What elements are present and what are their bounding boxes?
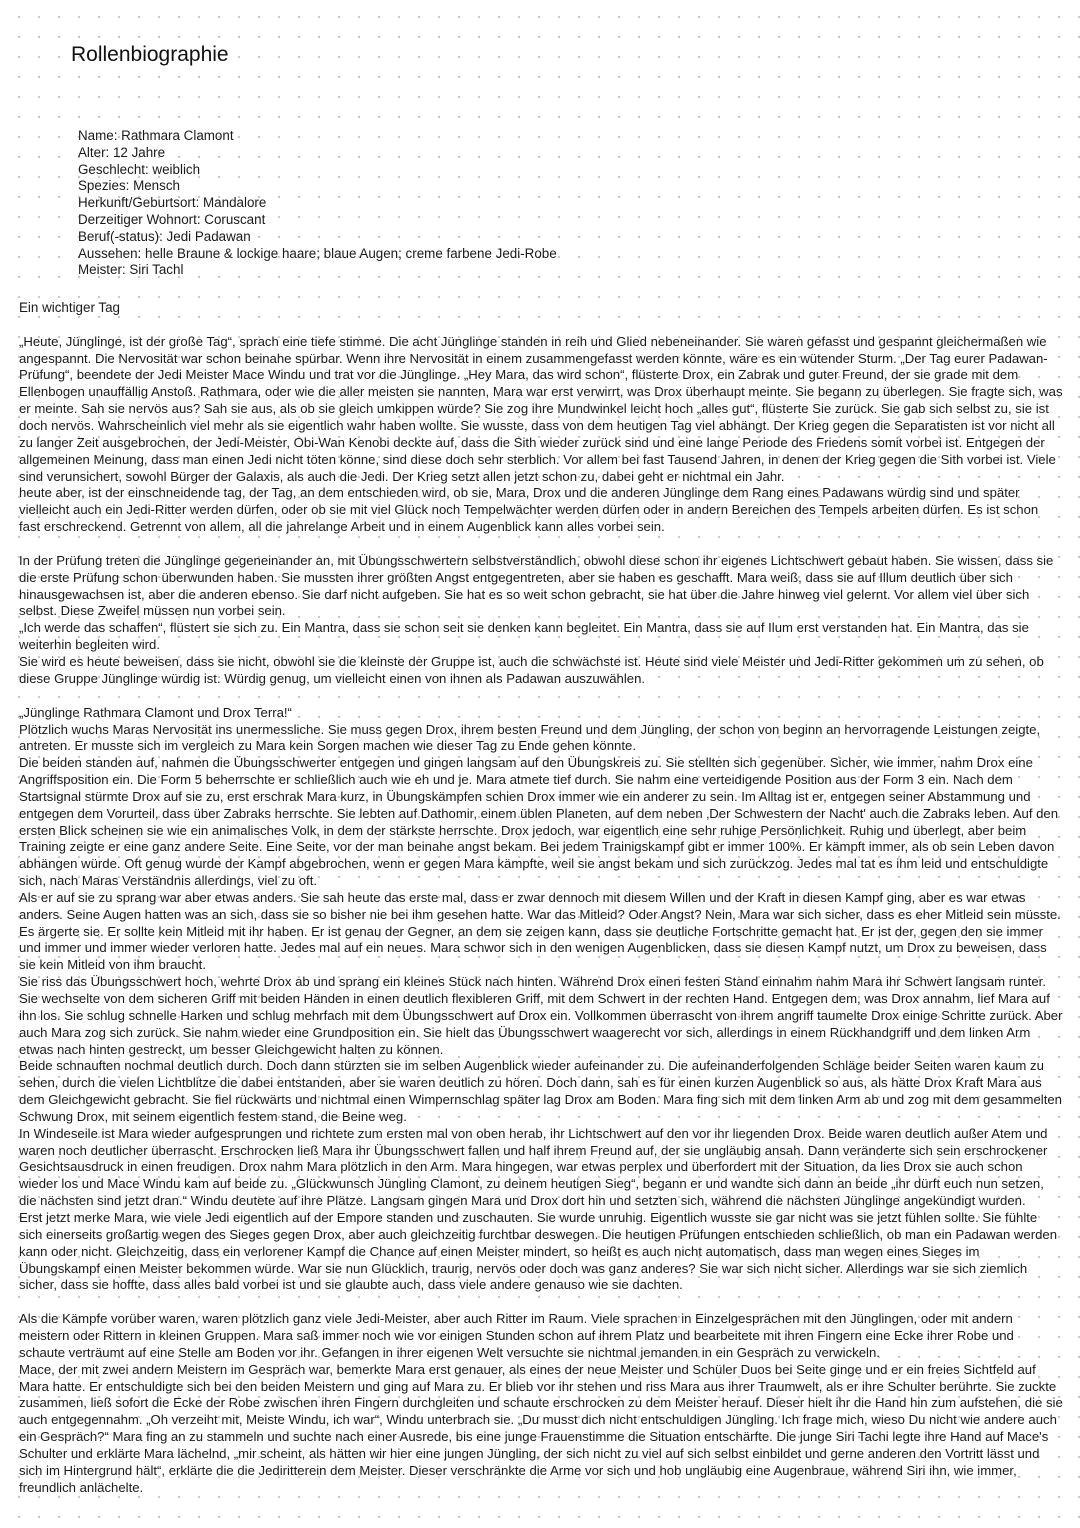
profile-master: Meister: Siri Tachl [78, 262, 184, 278]
story-section [19, 300, 1063, 1496]
story-paragraph: Sie wird es heute beweisen, dass sie nicht, obwohl sie die kleinste der Gruppe ist, auch die schwächste ist. Heute sind viele Meister und Jedi-Ritter gekommen um zu sehen, ob diese Gruppe Jünglinge würdig ist. Würdig genug, um vielleicht einen von ihnen als Padawan auszuwählen. [19, 653, 1044, 686]
story-paragraph: Plötzlich wuchs Maras Nervosität ins unermessliche. Sie muss gegen Drox, ihrem besten Freund und dem Jüngling, der schon von beginn an hervorragende Leistungen zeigte, antreten. Er musste sich im vergleich zu Mara kein Sorgen machen wie dieser Tag zu Ende gehen könnte. [19, 721, 1041, 754]
story-title: Ein wichtiger Tag [19, 300, 120, 315]
profile-block [78, 128, 557, 279]
profile-occupation: Beruf(-status): Jedi Padawan [78, 228, 251, 244]
paragraph-gap [19, 1294, 1063, 1311]
story-paragraph: Beide schnauften nochmal deutlich durch. Doch dann stürzten sie im selben Augenblick wieder aufeinander zu. Die aufeinanderfolgenden Schläge beider Seiten waren kaum zu sehen, durch die vielen Lichtblitze die dabei entstanden, aber sie waren deutlich zu hören. Doch dann, sah es für einen kurzen Augenblick so aus, als hätte Drox Kraft Mara aus dem Gleichgewicht gebracht. Sie fiel rückwärts und nichtmal einen Wimpernschlag später lag Drox am Boden. Mara fing sich mit dem linken Arm ab und zog mit dem gesammelten Schwung Drox, mit seinem eigentlich festem stand, die Beine weg. [19, 1058, 1062, 1124]
story-paragraph: „Heute, Jünglinge, ist der große Tag“, sprach eine tiefe stimme. Die acht Jünglinge standen in reih und Glied nebeneinander. Sie waren gefasst und gespannt gleichermaßen wie angespannt. Die Nervosität war schon beinahe spürbar. Wenn ihre Nervosität in einem zusammengefasst werden könnte, wäre es ein wütender Sturm. „Der Tag eurer Padawan-Prüfung“, beendete der Jedi Meister Mace Windu und trat vor die Jünglinge. „Hey Mara, das wird schon“, flüsterte Drox, ein Zabrak und guter Freund, der sie grade mit dem Ellenbogen unauffällig Anstoß. Rathmara, oder wie die aller meisten sie nannten, Mara war erst verwirrt, was Drox überhaupt meinte. Sie begann zu überlegen. Sie fragte sich, was er meinte. Sah sie nervös aus? Sah sie aus, als ob sie gleich umkippen würde? Sie zog ihre Mundwinkel leicht hoch „alles gut“, flüsterte Sie zurück. Sie gab sich selbst zu, sie ist doch nervös. Wahrscheinlich viel mehr als sie eigentlich wahr haben wollte. Sie wusste, dass von dem heutigen Tag viel abhängt. Der Krieg gegen die Separatisten ist vor nicht all zu langer Zeit ausgebrochen, der Jedi-Meister, Obi-Wan Kenobi deckte auf, dass die Sith wieder zurück sind und eine lange Periode des Friedens somit vorbei ist. Entgegen der allgemeinen Meinung, dass man einen Jedi nicht töten könne, sind diese doch sehr sterblich. Vor allem bei fast Tausend Jahren, in denen der Krieg gegen die Sith vorbei ist. Viele sind verunsichert, sowohl Bürger der Galaxis, als auch die Jedi. Der Krieg setzt allen jetzt schon zu, dabei geht er nichtmal ein Jahr. [19, 333, 1063, 484]
page-title: Rollenbiographie [71, 43, 229, 66]
paragraph-gap [19, 536, 1063, 553]
profile-origin: Herkunft/Geburtsort: Mandalore [78, 195, 267, 211]
profile-appearance: Aussehen: helle Braune & lockige haare; blaue Augen; creme farbene Jedi-Robe [78, 245, 557, 261]
paragraph-gap [19, 688, 1063, 705]
story-paragraphs [19, 334, 1063, 1497]
story-paragraph: Mace, der mit zwei andern Meistern im Gespräch war, bemerkte Mara erst genauer, als eines der neue Meister und Schüler Duos bei Seite ginge und er ein freies Sichtfeld auf Mara hatte. Er entschuldigte sich bei den beiden Meistern und ging auf Mara zu. Er blieb vor ihr stehen und riss Mara aus ihrer Traumwelt, als er ihre Schulter berührte. Sie zuckte zusammen, ließ sofort die Ecke der Robe zwischen ihren Fingern durchgleiten und schaute erschrocken zu dem Meister herauf. Dieser hielt ihr die Hand hin zum aufstehen, die sie auch entgegennahm. „Oh verzeiht mit, Meiste Windu, ich war“, Windu unterbrach sie. „Du musst dich nicht entschuldigen Jüngling. Ich frage mich, wieso Du nicht wie andere auch ein Gespräch?“ Mara fing an zu stammeln und suchte nach einer Ausrede, bis eine junge Frauenstimme die Situation entschärfte. Die junge Siri Tachi legte ihre Hand auf Mace's Schulter und erklärte Mara lächelnd, „mir scheint, als hätten wir hier eine jungen Jüngling, der sich nicht zu viel auf sich selbst einbildet und gerne anderen den Vortritt lässt und sich im Hintergrund hält“, erklärte die die Jediritterein dem Meister. Dieser verschränkte die Arme vor sich und hob ungläubig eine Augenbraue, während Siri ihn, wie immer, freundlich anlächelte. [19, 1361, 1063, 1495]
story-paragraph: Als die Kämpfe vorüber waren, waren plötzlich ganz viele Jedi-Meister, aber auch Ritter im Raum. Viele sprachen in Einzelgesprächen mit den Jünglingen, oder mit andern meistern oder Rittern in kleinen Gruppen. Mara saß immer noch wie vor einigen Stunden schon auf ihrem Platz und bearbeitete mit ihren Fingern eine Ecke ihrer Robe und schaute verträumt auf eine Stelle am Boden vor ihr. Gefangen in ihrer eigenen Welt versuchte sie nichtmal jemanden in ein Gespräch zu verwickeln. [19, 1311, 1014, 1360]
story-paragraph: Erst jetzt merke Mara, wie viele Jedi eigentlich auf der Empore standen und zuschauten. Sie wurde unruhig. Eigentlich wusste sie gar nicht was sie jetzt fühlen sollte. Sie fühlte sich einerseits großartig wegen des Sieges gegen Drox, aber auch gleichzeitig furchtbar deswegen. Die heutigen Prüfungen entschieden schließlich, ob man ein Padawan werden kann oder nicht. Gleichzeitig, dass ein verlorener Kampf die Chance auf einen Meister mindert, so heißt es auch nicht automatisch, dass man wegen eines Sieges im Übungskampf einen Meister bekommen würde. War sie nun Glücklich, traurig, nervös oder doch was ganz anderes? Sie war sich nicht sicher. Allerdings war sie sich ziemlich sicher, dass sie hoffte, dass alles bald vorbei ist und sie glaubte auch, dass viele andere genauso wie sie dachten. [19, 1209, 1058, 1293]
story-paragraph: Die beiden standen auf, nahmen die Übungsschwerter entgegen und gingen langsam auf den Übungskreis zu. Sie stellten sich gegenüber. Sicher, wie immer, nahm Drox eine Angriffsposition ein. Die Form 5 beherrschte er schließlich auch wie eh und je. Mara atmete tief durch. Sie nahm eine verteidigende Position aus der Form 3 ein. Nach dem Startsignal stürmte Drox auf sie zu, erst erschrak Mara kurz, in Übungskämpfen schien Drox immer wie ein anderer zu sein. Im Alltag ist er, entgegen seiner Abstammung und entgegen dem Vorurteil, dass über Zabraks herrschte. Sie lebten auf Dathomir, einem üblen Planeten, auf dem neben ‚Der Schwestern der Nacht' auch die Zabraks leben. Auf den ersten Blick scheinen sie wie ein animalisches Volk, in dem der stärkste herrschte. Drox jedoch, war eigentlich eine sehr ruhige Persönlichkeit. Ruhig und überlegt, aber beim Training zeigte er eine ganz andere Seite. Eine Seite, vor der man beinahe angst bekam. Bei jedem Trainigskampf gibt er immer 100%. Er kämpft immer, als ob sein Leben davon abhängen würde. Oft genug wurde der Kampf abgebrochen, wenn er gegen Mara kämpfte, weil sie angst bekam und sich zurückzog. Jedes mal tat es ihm leid und entschuldigte sich, nach Maras Verständnis allerdings, viel zu oft. [19, 755, 1059, 889]
profile-residence: Derzeitiger Wohnort: Coruscant [78, 211, 266, 227]
story-paragraph: In der Prüfung treten die Jünglinge gegeneinander an, mit Übungsschwertern selbstverständlich, obwohl diese schon ihr eigenes Lichtschwert gebaut haben. Sie wissen, dass sie die erste Prüfung schon überwunden haben. Sie mussten ihrer größten Angst entgegentreten, aber sie haben es geschafft. Mara weiß, dass sie auf Illum deutlich über sich hinausgewachsen ist, aber die anderen ebenso. Sie darf nicht aufgeben. Sie hat es so weit schon gebracht, sie hat über die Jahre hinweg viel gelernt. Vor allem viel über sich selbst. Diese Zweifel müssen nun vorbei sein. [19, 552, 1054, 619]
story-paragraph: „Ich werde das schaffen“, flüstert sie sich zu. Ein Mantra, dass sie schon seit sie denken kann begleitet. Ein Mantra, dass sie auf Ilum erst verstanden hat. Ein Mantra, das sie weiterhin begleiten wird. [19, 620, 1029, 653]
profile-species: Spezies: Mensch [78, 178, 180, 194]
story-paragraph: In Windeseile ist Mara wieder aufgesprungen und richtete zum ersten mal von oben herab, ihr Lichtschwert auf den vor ihr liegenden Drox. Beide waren deutlich außer Atem und waren noch deutlicher überrascht. Erschrocken ließ Mara ihr Übungsschwert fallen und half ihrem Freund auf, der sie ungläubig ansah. Dann veränderte sich sein erschrockener Gesichtsausdruck in einen freudigen. Drox nahm Mara plötzlich in den Arm. Mara hingegen, war etwas perplex und überfordert mit der Situation, da lies Drox sie auch schon wieder los und Mace Windu kam auf beide zu. „Glückwunsch Jüngling Clamont, zu deinem heutigen Sieg“, begann er und wandte sich dann an beide „ihr dürft euch nun setzen, die nächsten sind jetzt dran.“ Windu deutete auf ihre Plätze. Langsam gingen Mara und Drox dort hin und setzten sich, während die nächsten Jünglinge angekündigt wurden. [19, 1125, 1048, 1209]
profile-gender: Geschlecht: weiblich [78, 161, 201, 177]
story-paragraph: Als er auf sie zu sprang war aber etwas anders. Sie sah heute das erste mal, dass er zwar dennoch mit diesem Willen und der Kraft in diesen Kampf ging, aber es war etwas anders. Seine Augen hatten was an sich, dass sie so bisher nie bei ihm gesehen hatte. War das Mitleid? Oder Angst? Nein, Mara war sich sicher, dass es eher Mitleid sein müsste. Es ärgerte sie. Er sollte kein Mitleid mit ihr haben. Er ist genau der Gegner, an dem sie zeigen kann, dass sie deutliche Fortschritte gemacht hat. Er ist der, gegen den sie immer und immer und immer wieder verloren hatte. Jedes mal auf ein neues. Mara schwor sich in den wenigen Augenblicken, dass sie diesen Kampf nutzt, um Drox zu beweisen, dass sie kein Mitleid von ihm braucht. [19, 889, 1061, 973]
profile-age: Alter: 12 Jahre [78, 144, 166, 160]
profile-name: Name: Rathmara Clamont [78, 128, 234, 143]
story-paragraph: „Jünglinge Rathmara Clamont und Drox Terra!“ [19, 704, 292, 720]
story-paragraph: heute aber, ist der einschneidende tag, der Tag, an dem entschieden wird, ob sie, Mara, Drox und die anderen Jünglinge dem Rang eines Padawans würdig sind und später vielleicht auch ein Jedi-Ritter werden dürfen, oder ob sie mit viel Glück noch Tempelwächter werden dürfen oder in andern Bereichen des Tempels arbeiten dürfen. Es ist schon fast erschreckend. Getrennt von allem, all die jahrelange Arbeit und in einem Augenblick kann alles vorbei sein. [19, 485, 1039, 535]
story-paragraph: Sie riss das Übungsschwert hoch, wehrte Drox ab und sprang ein kleines Stück nach hinten. Während Drox einen festen Stand einnahm nahm Mara ihr Schwert langsam runter. Sie wechselte von dem sicheren Griff mit beiden Händen in einen deutlich flexibleren Griff, mit dem Schwert in der rechten Hand. Entgegen dem, was Drox annahm, lief Mara auf ihn los. Sie schlug schnelle Harken und schlug mehrfach mit dem Übungsschwert auf Drox ein. Vollkommen überrascht von ihrem angriff taumelte Drox einige Schritte zurück. Aber auch Mara zog sich zurück. Sie nahm wieder eine Grundposition ein. Sie hielt das Übungsschwert waagerecht vor sich, allerdings in einem Rückhandgriff und dem linken Arm etwas nach hinten gestreckt, um besser Gleichgewicht halten zu können. [19, 974, 1063, 1057]
